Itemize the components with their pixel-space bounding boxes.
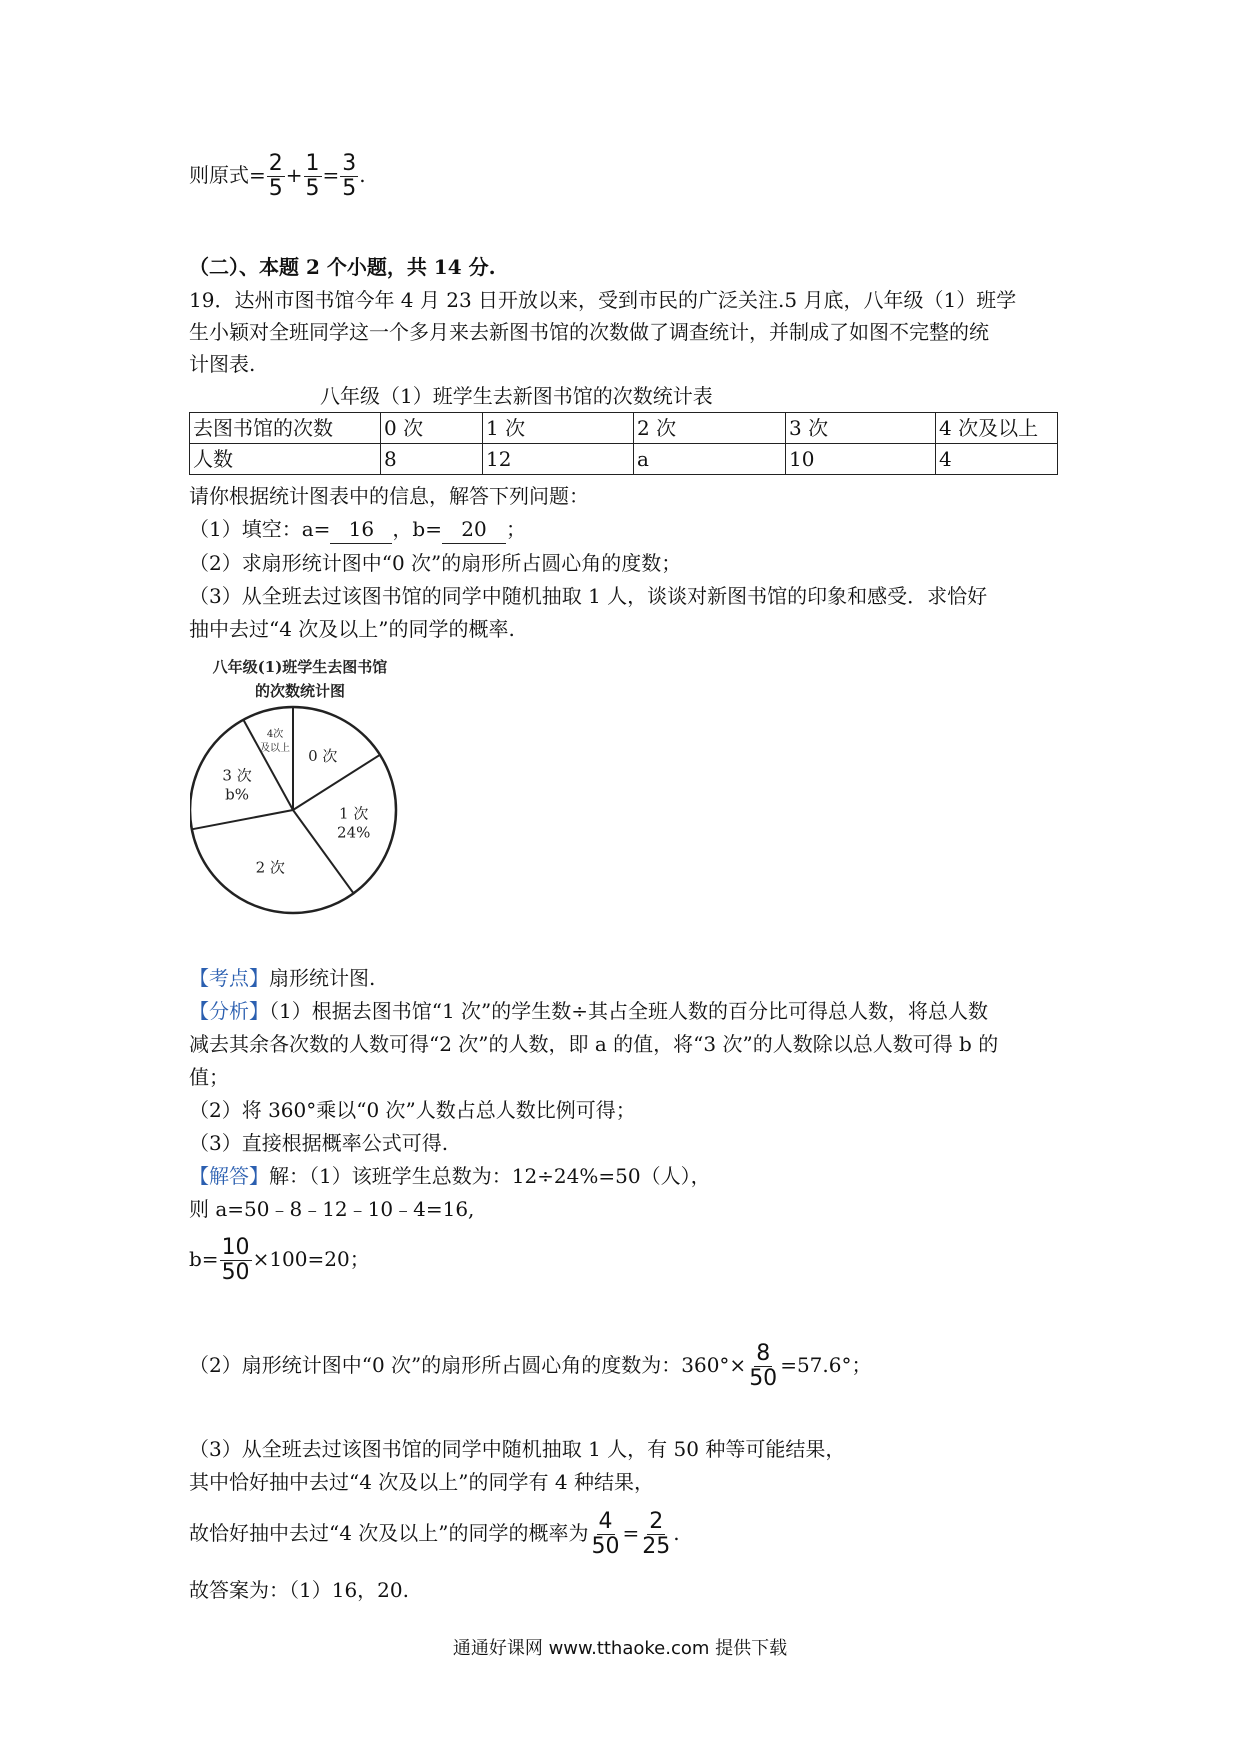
denominator: 50 (749, 1366, 778, 1391)
table-cell: a (634, 444, 786, 475)
item-text: ； (505, 517, 526, 541)
item-text: ，b= (392, 517, 442, 541)
table-cell: 8 (381, 444, 483, 475)
fenxi-line: 减去其余各次数的人数可得“2 次”的人数，即 a 的值，将“3 次”的人数除以总人数可得 b 的 (189, 1032, 999, 1056)
table-cell: 人数 (190, 444, 381, 475)
pie-slice-label: 4次 (266, 729, 284, 741)
plus-sign: + (285, 163, 303, 187)
kaodian-text: 扇形统计图. (269, 966, 376, 990)
denominator: 25 (642, 1534, 671, 1559)
period: . (673, 1521, 680, 1545)
table-cell: 去图书馆的次数 (190, 413, 381, 444)
table-cell: 12 (483, 444, 634, 475)
pie-slice-edge (192, 810, 293, 829)
footer: 通通好课网 www.tthaoke.com 提供下载 (452, 1638, 788, 1659)
formula-text: 故恰好抽中去过“4 次及以上”的同学的概率为 (189, 1521, 589, 1545)
item-1 (189, 515, 526, 544)
answer-3-prob (189, 1510, 680, 1559)
fraction (640, 1510, 672, 1559)
formula-text: ×100=20； (252, 1247, 370, 1271)
prompt: 请你根据统计图表中的信息，解答下列问题： (189, 484, 589, 508)
numerator: 3 (342, 151, 357, 176)
formula-text: =57.6°； (780, 1353, 872, 1377)
table-cell: 4 次及以上 (936, 413, 1058, 444)
item-2: （2）求扇形统计图中“0 次”的扇形所占圆心角的度数； (189, 551, 682, 575)
table-row (190, 413, 1058, 444)
fenxi-line: （2）将 360°乘以“0 次”人数占总人数比例可得； (189, 1098, 636, 1122)
table-cell: 10 (786, 444, 936, 475)
pie-slice-label: 3 次 (222, 766, 252, 785)
numerator: 2 (268, 151, 283, 176)
fraction (340, 152, 358, 201)
numerator: 1 (305, 151, 320, 176)
chart-title-line: 八年级(1)班学生去图书馆 (212, 658, 388, 676)
final-answer: 故答案为：（1）16，20. (189, 1578, 409, 1602)
pie-slice-label: 1 次 (339, 804, 369, 823)
pie-chart (190, 650, 430, 950)
blank-answer-b: 20 (442, 515, 506, 544)
question-line: 计图表. (189, 352, 256, 376)
denominator: 5 (342, 176, 357, 201)
item-text: （1）填空：a= (189, 517, 331, 541)
fraction (304, 152, 322, 201)
equals-sign: = (322, 163, 340, 187)
answer-3: （3）从全班去过该图书馆的同学中随机抽取 1 人，有 50 种等可能结果， (189, 1437, 846, 1461)
blank-answer-a: 16 (330, 515, 392, 544)
formula-text: （2）扇形统计图中“0 次”的扇形所占圆心角的度数为：360°× (189, 1353, 747, 1377)
top-formula (189, 152, 366, 201)
table-row (190, 444, 1058, 475)
pie-slice-sublabel: 及以上 (260, 743, 291, 755)
table-cell: 0 次 (381, 413, 483, 444)
numerator: 2 (649, 1509, 664, 1534)
fenxi-line (189, 997, 988, 1025)
item-3: （3）从全班去过该图书馆的同学中随机抽取 1 人，谈谈对新图书馆的印象和感受．求恰好 (189, 584, 988, 608)
equals-sign: = (622, 1521, 640, 1545)
denominator: 50 (591, 1534, 620, 1559)
fraction (220, 1236, 252, 1285)
item-3: 抽中去过“4 次及以上”的同学的概率. (189, 617, 515, 641)
jieda-line (189, 1162, 711, 1190)
fraction (747, 1342, 779, 1391)
fraction (590, 1510, 622, 1559)
jieda-tag: 【解答】 (189, 1164, 269, 1188)
fenxi-line: （3）直接根据概率公式可得. (189, 1131, 449, 1155)
table-caption: 八年级（1）班学生去新图书馆的次数统计表 (320, 384, 713, 408)
pie-slice-label: 2 次 (255, 858, 285, 877)
fraction (267, 152, 285, 201)
fenxi-text: （1）根据去图书馆“1 次”的学生数÷其占全班人数的百分比可得总人数，将总人数 (269, 999, 989, 1023)
b-formula (189, 1236, 370, 1285)
numerator: 4 (598, 1509, 613, 1534)
numerator: 8 (756, 1341, 771, 1366)
section-title: （二）、本题 2 个小题，共 14 分. (189, 255, 496, 279)
jieda-text: 解：（1）该班学生总数为：12÷24%=50（人）， (269, 1164, 711, 1188)
pie-slice-sublabel: b% (225, 785, 250, 804)
fenxi-line: 值； (189, 1065, 229, 1089)
fenxi-tag: 【分析】 (189, 999, 269, 1023)
table-cell: 4 (936, 444, 1058, 475)
formula-text: b= (189, 1247, 219, 1271)
table-cell: 1 次 (483, 413, 634, 444)
numerator: 10 (221, 1235, 250, 1260)
chart-title-line: 的次数统计图 (254, 682, 346, 700)
pie-slice-label: 0 次 (308, 746, 338, 765)
jieda-line: 则 a=50﹣8﹣12﹣10﹣4=16, (189, 1197, 475, 1221)
period: . (359, 163, 366, 187)
denominator: 5 (268, 176, 283, 201)
denominator: 5 (305, 176, 320, 201)
kaodian-line (189, 964, 375, 992)
table-cell: 2 次 (634, 413, 786, 444)
stat-table (189, 412, 1058, 475)
kaodian-tag: 【考点】 (189, 966, 269, 990)
answer-2 (189, 1342, 871, 1391)
denominator: 50 (221, 1260, 250, 1285)
answer-3: 其中恰好抽中去过“4 次及以上”的同学有 4 种结果， (189, 1470, 654, 1494)
table-cell: 3 次 (786, 413, 936, 444)
pie-slice-sublabel: 24% (337, 823, 371, 842)
question-line: 19．达州市图书馆今年 4 月 23 日开放以来，受到市民的广泛关注.5 月底，八年级（1）班学 (189, 288, 1017, 312)
formula-prefix: 则原式= (189, 163, 266, 187)
question-line: 生小颖对全班同学这一个多月来去新图书馆的次数做了调查统计，并制成了如图不完整的统 (189, 320, 989, 344)
